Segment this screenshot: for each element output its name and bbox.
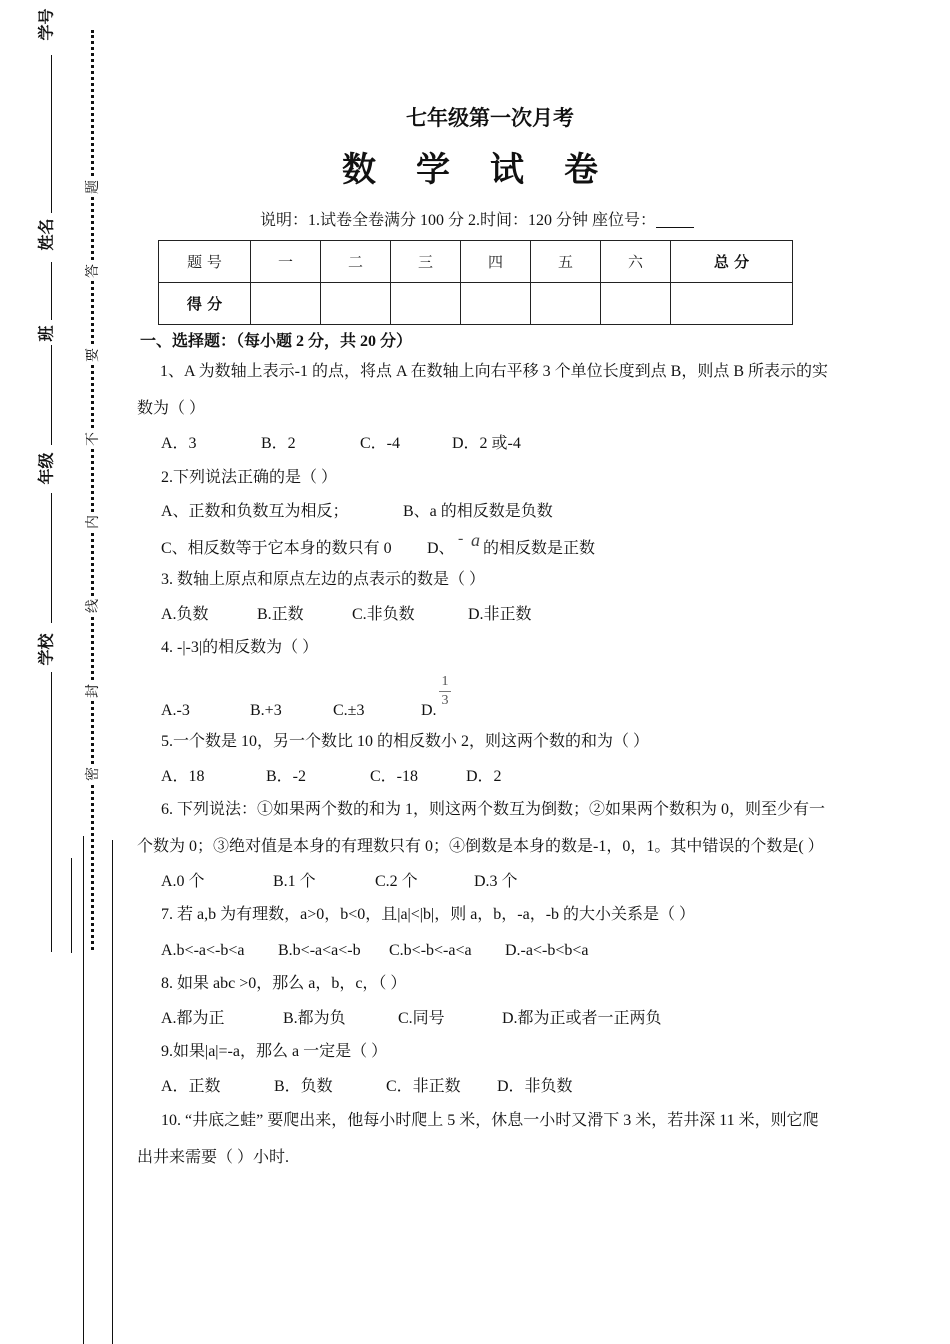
score-cell-5[interactable] <box>531 283 601 325</box>
seal-char-bu: 不 <box>85 432 101 446</box>
class-line <box>51 345 52 445</box>
q6-option-b: B.1 个 <box>273 873 316 890</box>
column-4: 四 <box>461 241 531 283</box>
q3-text: 3. 数轴上原点和原点左边的点表示的数是（ ） <box>161 571 486 588</box>
q3-option-b: B.正数 <box>257 606 304 623</box>
score-table-header-row <box>159 241 793 283</box>
q9-option-a: A．正数 <box>161 1078 221 1095</box>
q4-option-b: B.+3 <box>250 702 282 719</box>
q5-option-d: D．2 <box>466 768 502 785</box>
q1-text-line2: 数为（ ） <box>137 400 206 417</box>
score-cell-2[interactable] <box>321 283 391 325</box>
section-title: 一、选择题：（每小题 2 分，共 20 分） <box>140 333 413 350</box>
q8-option-c: C.同号 <box>398 1010 445 1027</box>
q4-option-c: C.±3 <box>333 702 365 719</box>
q7-option-c: C.b<-b<-a<a <box>389 942 472 959</box>
q2-option-d-prefix: D、 <box>427 540 455 557</box>
binding-line-3 <box>112 840 113 1344</box>
q9-option-d: D．非负数 <box>497 1078 573 1095</box>
q7-option-a: A.b<-a<-b<a <box>161 942 245 959</box>
score-cell-total[interactable] <box>671 283 793 325</box>
binding-line-2 <box>83 836 84 1344</box>
student-id-label: 学号 <box>36 8 56 41</box>
q4-option-a: A.-3 <box>161 702 190 719</box>
seal-char-yao: 要 <box>85 348 101 362</box>
column-3: 三 <box>391 241 461 283</box>
q5-option-c: C．-18 <box>370 768 419 785</box>
q2-text: 2.下列说法正确的是（ ） <box>161 469 338 486</box>
q9-option-b: B．负数 <box>274 1078 333 1095</box>
q3-option-c: C.非负数 <box>352 606 415 623</box>
school-line <box>51 672 52 952</box>
q7-text: 7. 若 a,b 为有理数，a>0，b<0，且|a|<|b|，则 a，b，-a，-b 的大小关系是（ ） <box>161 906 696 923</box>
q1-text-line1: 1、A 为数轴上表示-1 的点，将点 A 在数轴上向右平移 3 个单位长度到点 B，则点 B 所表示的实 <box>160 363 829 380</box>
q2-option-d-minus: - <box>458 530 464 547</box>
q6-option-c: C.2 个 <box>375 873 418 890</box>
q2-option-d-variable: a <box>471 530 480 550</box>
q2-option-a: A、正数和负数互为相反； <box>161 503 349 520</box>
q7-option-b: B.b<-a<a<-b <box>278 942 361 959</box>
q8-text: 8. 如果 abc >0，那么 a，b，c，（ ） <box>161 975 407 992</box>
question-number-header: 题 号 <box>159 241 251 283</box>
seal-char-da: 答 <box>85 264 101 278</box>
score-row-label: 得 分 <box>159 283 251 325</box>
score-table-score-row <box>159 283 793 325</box>
fraction-denominator: 3 <box>441 693 449 708</box>
q7-option-d: D.-a<-b<b<a <box>505 942 589 959</box>
name-line <box>51 262 52 320</box>
q3-option-a: A.负数 <box>161 606 209 623</box>
name-label: 姓名 <box>36 218 56 251</box>
q5-option-b: B．-2 <box>266 768 307 785</box>
exam-title: 七年级第一次月考 <box>406 106 574 130</box>
score-cell-1[interactable] <box>251 283 321 325</box>
grade-line <box>51 493 52 623</box>
score-cell-4[interactable] <box>461 283 531 325</box>
fraction-bar <box>439 691 451 692</box>
column-6: 六 <box>601 241 671 283</box>
q6-text-line1: 6. 下列说法：①如果两个数的和为 1，则这两个数互为倒数；②如果两个数积为 0，则至少有一 <box>161 801 826 818</box>
q1-option-d: D．2 或-4 <box>452 435 521 452</box>
score-cell-6[interactable] <box>601 283 671 325</box>
seal-char-nei: 内 <box>85 515 101 529</box>
exam-instructions <box>260 207 694 230</box>
q2-option-d-suffix: 的相反数是正数 <box>483 540 596 557</box>
fraction-numerator: 1 <box>441 674 449 689</box>
score-table <box>158 240 793 325</box>
q4-text: 4. -|-3|的相反数为（ ） <box>161 639 319 656</box>
q10-text-line2: 出井来需要（ ）小时. <box>137 1149 290 1166</box>
q4-option-d: D. <box>421 702 437 719</box>
seal-char-ti: 题 <box>85 180 101 194</box>
column-total: 总 分 <box>671 241 793 283</box>
q8-option-b: B.都为负 <box>283 1010 346 1027</box>
q9-text: 9.如果|a|=-a，那么 a 一定是（ ） <box>161 1043 388 1060</box>
column-1: 一 <box>251 241 321 283</box>
q5-text: 5.一个数是 10，另一个数比 10 的相反数小 2，则这两个数的和为（ ） <box>161 733 650 750</box>
column-2: 二 <box>321 241 391 283</box>
q4-option-d-fraction <box>439 674 451 709</box>
score-cell-3[interactable] <box>391 283 461 325</box>
q2-option-c: C、相反数等于它本身的数只有 0 <box>161 540 392 557</box>
class-label: 班 <box>36 325 56 342</box>
q5-option-a: A．18 <box>161 768 205 785</box>
q3-option-d: D.非正数 <box>468 606 532 623</box>
seat-number-blank <box>656 211 694 228</box>
seal-char-mi: 密 <box>85 767 101 781</box>
q1-option-b: B．2 <box>261 435 296 452</box>
exam-subtitle: 数学试卷 <box>342 150 638 190</box>
q6-option-a: A.0 个 <box>161 873 205 890</box>
q2-option-b: B、a 的相反数是负数 <box>403 503 553 520</box>
q1-option-c: C．-4 <box>360 435 401 452</box>
q8-option-a: A.都为正 <box>161 1010 225 1027</box>
seal-char-feng: 封 <box>85 684 101 698</box>
school-label: 学校 <box>36 633 56 666</box>
q8-option-d: D.都为正或者一正两负 <box>502 1010 662 1027</box>
q1-option-a: A．3 <box>161 435 197 452</box>
grade-label: 年级 <box>36 452 56 485</box>
q9-option-c: C．非正数 <box>386 1078 461 1095</box>
q6-text-line2: 个数为 0；③绝对值是本身的有理数只有 0；④倒数是本身的数是-1，0，1。其中错误的个数是( ） <box>137 838 824 855</box>
instructions-text: 说明：1.试卷全卷满分 100 分 2.时间：120 分钟 座位号： <box>260 212 657 229</box>
q6-option-d: D.3 个 <box>474 873 518 890</box>
binding-line-1 <box>71 858 72 953</box>
column-5: 五 <box>531 241 601 283</box>
q10-text-line1: 10. “井底之蛙” 要爬出来，他每小时爬上 5 米，休息一小时又滑下 3 米，若井深 11 米，则它爬 <box>161 1112 819 1129</box>
seal-char-xian: 线 <box>85 599 101 613</box>
